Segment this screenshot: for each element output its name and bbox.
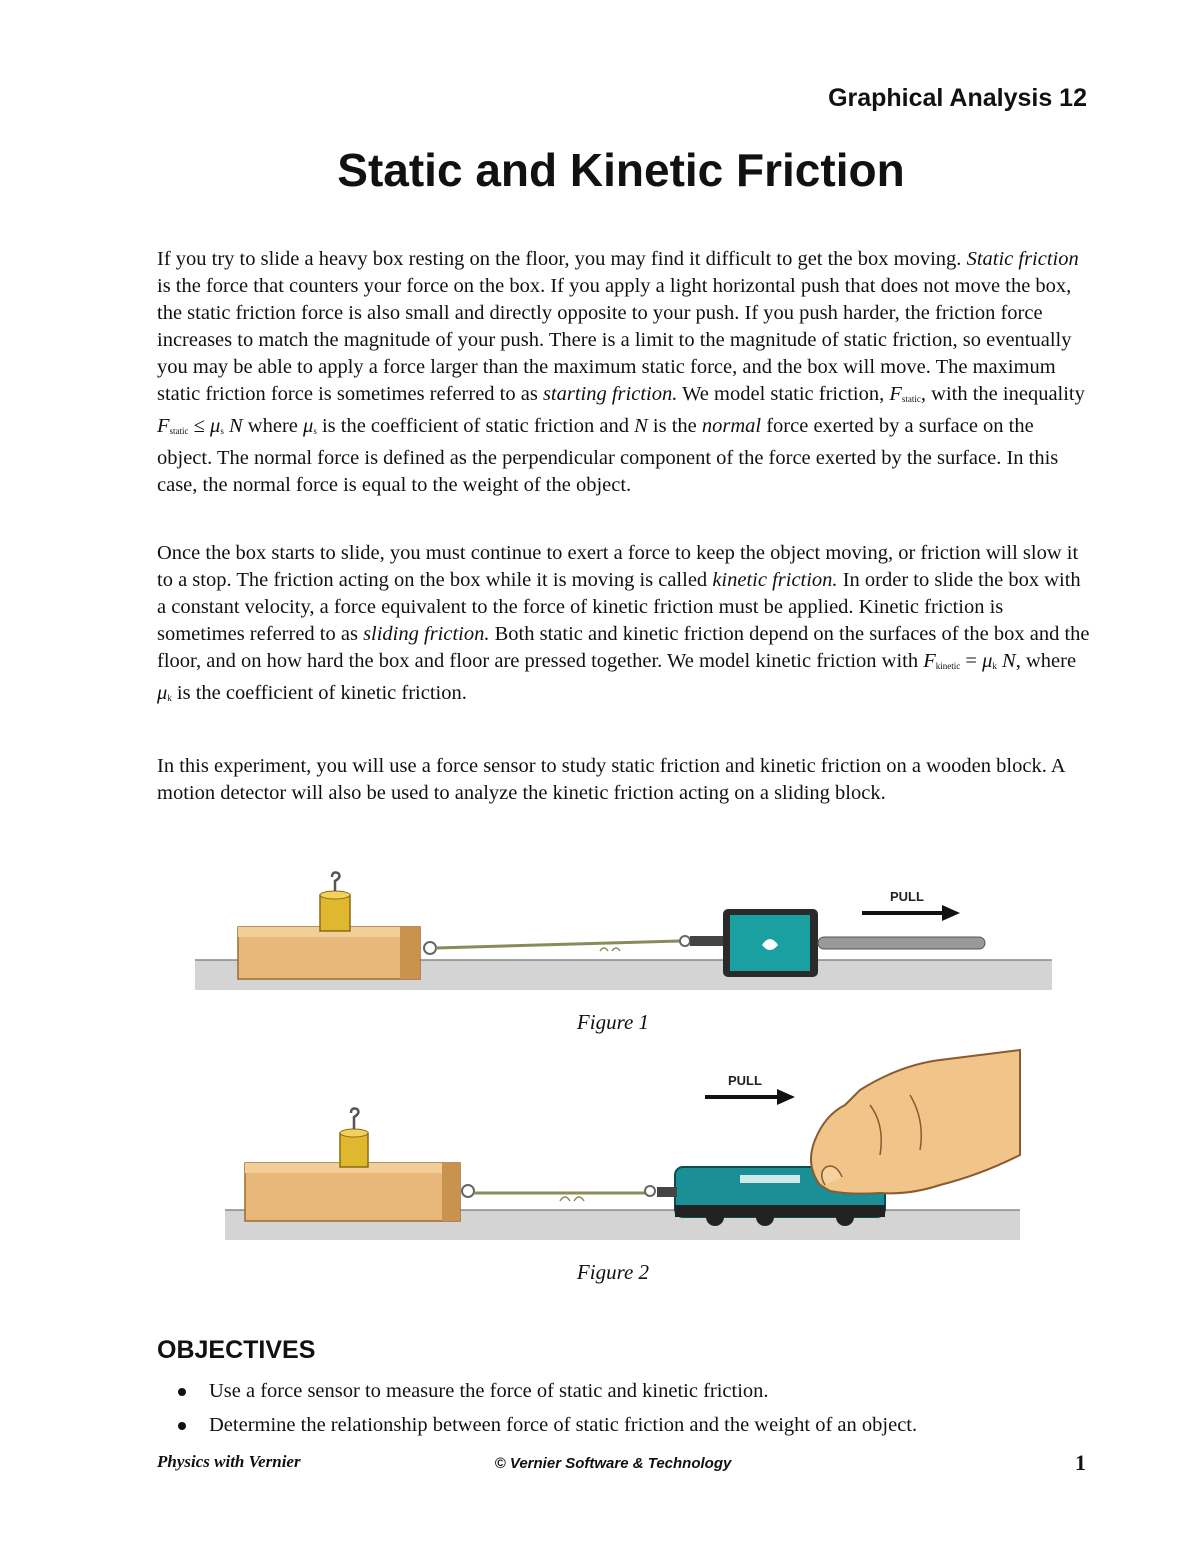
figure-2-caption: Figure 2	[576, 1260, 650, 1284]
figure-1-illustration	[190, 865, 1060, 990]
list-item: Determine the relationship between force of static friction and the weight of an object.	[157, 1412, 1097, 1439]
term-static-friction: Static friction	[966, 248, 1079, 270]
pull-arrow-icon	[862, 905, 960, 921]
intro-paragraph-2: Once the box starts to slide, you must continue to exert a force to keep the object moving, or friction will slow it to a stop. The friction acting on the box while it is moving is called kinetic friction. In order to slide the box with a constant velocity, a force equivalent to the force of kinetic friction must be applied. Kinetic friction is sometimes referred to as sliding friction. Both static and kinetic friction depend on the surfaces of the box and the floor, and on how hard the box and floor are pressed together. We model kinetic friction with $F_{kinetic} = \mu_k$ N, where $\mu_k$ is the coefficient of kinetic friction.	[157, 542, 1090, 704]
page-title: Static and Kinetic Friction	[337, 144, 905, 196]
hooked-mass-icon	[320, 873, 350, 932]
figure-2-illustration	[220, 1045, 1060, 1245]
hooked-mass-icon-2	[340, 1109, 368, 1168]
bullet-icon	[178, 1422, 186, 1430]
pull-label-2: PULL	[728, 1073, 762, 1088]
figure-1-caption: Figure 1	[576, 1010, 650, 1034]
term-sliding-friction: sliding friction.	[363, 623, 490, 645]
term-starting-friction: starting friction.	[542, 383, 678, 405]
intro-paragraph-1: If you try to slide a heavy box resting on the floor, you may find it difficult to get the box moving. Static friction is the force that counters your force on the box. If you apply a light horizontal push that does not move the box, the static friction force is also small and directly opposite to your push. If you push harder, the friction force increases to match the magnitude of your push. There is a limit to the magnitude of static friction, so eventually you may be able to apply a force larger than the maximum static force, and the box will move. The maximum static friction force is sometimes referred to as starting friction. We model static friction, $F_{static}$, with the inequality $F_{static} \le \mu_s$ N where $\mu_s$ is the coefficient of static friction and N is the normal force exerted by a surface on the object. The normal force is defined as the perpendicular component of the force exerted by the surface. In this case, the normal force is equal to the weight of the object.	[157, 248, 1085, 496]
list-item: Use a force sensor to measure the force of static and kinetic friction.	[157, 1378, 1097, 1405]
intro-paragraph-3: In this experiment, you will use a force sensor to study static friction and kinetic friction on a wooden block. A motion detector will also be used to analyze the kinetic friction acting on a sliding block.	[157, 755, 1065, 804]
term-normal: normal	[701, 415, 762, 437]
hand-icon	[811, 1050, 1020, 1194]
objectives-heading: OBJECTIVES	[157, 1336, 316, 1364]
section-label: Graphical Analysis 12	[828, 84, 1087, 112]
footer-book-title: Physics with Vernier	[157, 1452, 301, 1471]
pull-arrow-icon-2	[705, 1089, 795, 1105]
string	[436, 941, 680, 948]
objectives-list	[157, 1378, 1097, 1446]
footer-copyright: © Vernier Software & Technology	[494, 1455, 732, 1472]
pull-label-1: PULL	[890, 889, 924, 904]
page-number: 1	[1075, 1450, 1086, 1475]
term-kinetic-friction: kinetic friction.	[712, 569, 838, 591]
bullet-icon	[178, 1388, 186, 1396]
wooden-block-2	[245, 1163, 460, 1221]
wooden-block	[238, 927, 420, 979]
